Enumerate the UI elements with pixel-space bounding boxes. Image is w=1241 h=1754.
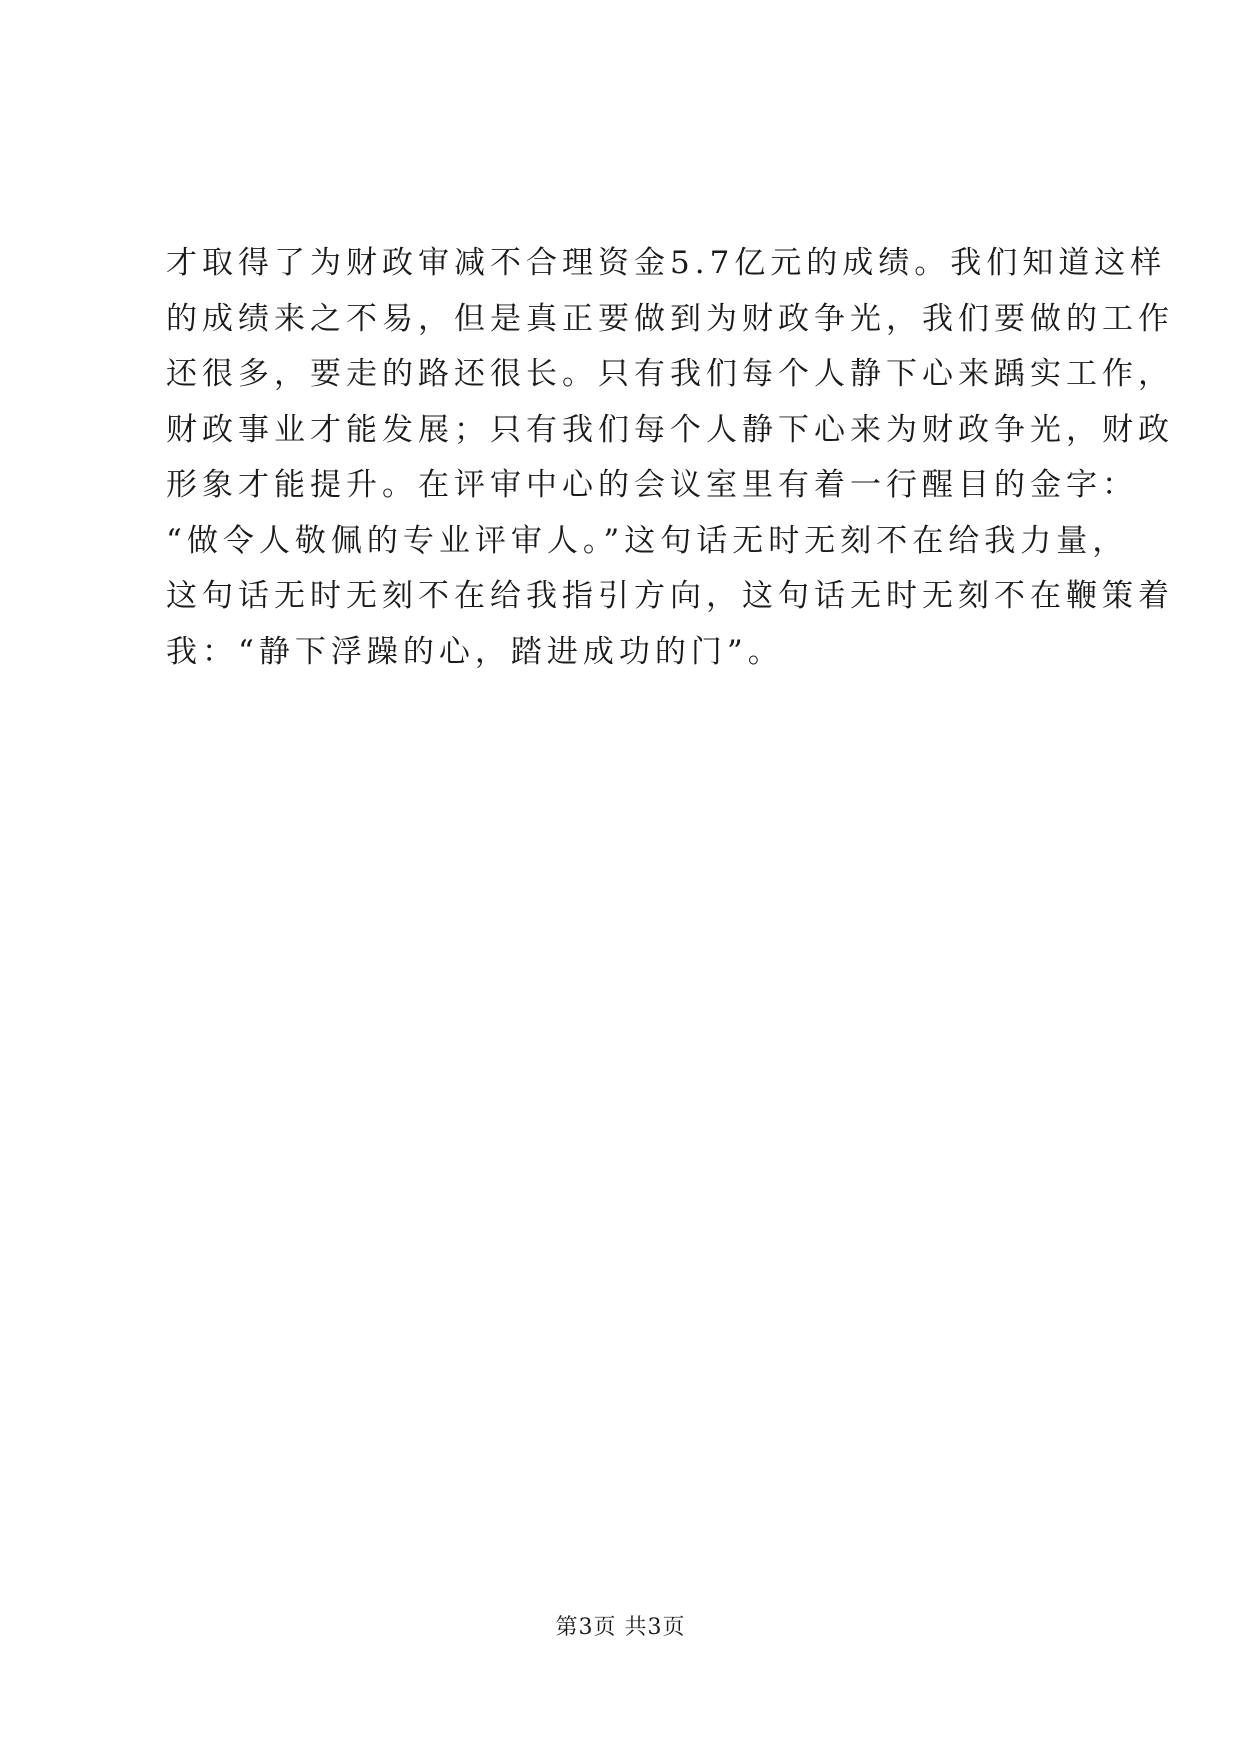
body-line-6: “做令人敬佩的专业评审人。”这句话无时无刻不在给我力量， — [166, 522, 1129, 559]
body-line-4: 财政事业才能发展；只有我们每个人静下心来为财政争光，财政 — [166, 411, 1174, 448]
body-line-3: 还很多，要走的路还很长。只有我们每个人静下心来踽实工作， — [166, 356, 1174, 392]
body-paragraph — [166, 236, 1174, 680]
page-footer: 第3页 共3页 — [555, 1615, 686, 1640]
body-line-7: 这句话无时无刻不在给我指引方向，这句话无时无刻不在鞭策着 — [166, 578, 1174, 614]
body-line-2: 的成绩来之不易，但是真正要做到为财政争光，我们要做的工作 — [166, 300, 1174, 337]
body-line-8: 我：“静下浮躁的心，踏进成功的门”。 — [166, 633, 784, 670]
body-line-1: 才取得了为财政审减不合理资金5.7亿元的成绩。我们知道这样 — [166, 245, 1167, 281]
body-line-5: 形象才能提升。在评审中心的会议室里有着一行醒目的金字： — [166, 467, 1138, 503]
